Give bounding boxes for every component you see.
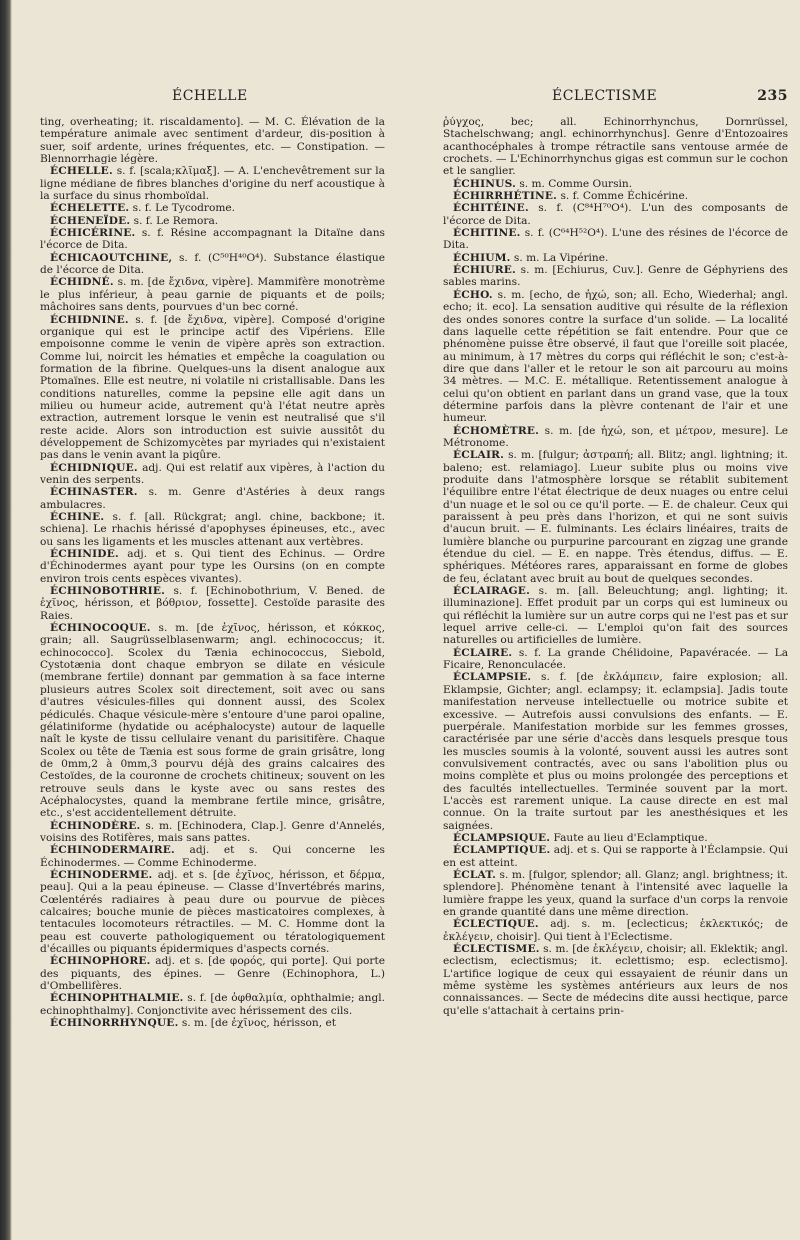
entry-definition: s. f. [de ἔχιδνα, vipère]. Composé d'origine organique qui est le principe actif des Vipériens. Elle empoisonne comme le venin de vipère après son extraction. Comme lui, noircit les hématies et empêche la coagulation ou formation de la fibrine. Quelques-uns la disent analogue aux Ptomaïnes. Elle est neutre, ni volatile ni cristallisable. Dans les conditions naturelles, comme la pepsine elle agit dans un milieu ou humeur acide, autrement qu'à l'état neutre après extraction, autrement lorsque le venin est neutralisé que s'il reste acide. Alors son introduction est suivie aussitôt du développement de Schizomycètes par myriades qui n'existaient pas dans le venin avant la piqûre.: [40, 313, 386, 462]
entry-definition: s. f. Le Tycodrome.: [132, 202, 236, 215]
entry-definition: adj. et s. Qui tient des Echinus. — Ordre d'Échinodermes ayant pour type les Oursins (on en compte environ trois cents espèces vivantes).: [40, 548, 385, 585]
entry-definition: adj. s. m. [eclecticus; ἐκλεκτικός; de ἐκλέγειν, choisir]. Qui tient à l'Eclectisme.: [443, 918, 788, 943]
entry-headword: ÉCHINIDE.: [50, 548, 119, 561]
entry-headword: ÉCLAMPTIQUE.: [453, 844, 551, 857]
dictionary-entry: [443, 832, 788, 844]
dictionary-entry: [40, 486, 385, 511]
entry-definition: s. m. [de ἠχώ, son, et μέτρον, mesure]. Le Métronome.: [443, 424, 788, 449]
entry-headword: ÉCHO.: [453, 288, 493, 301]
entry-headword: ÉCHINOBOTHRIE.: [50, 585, 165, 598]
entry-headword: ÉCLAMPSIE.: [453, 671, 532, 684]
entry-headword: ÉCHINASTER.: [50, 486, 138, 499]
entry-headword: ÉCHINODERMAIRE.: [50, 844, 175, 857]
entry-definition: s. m. [Echiurus, Cuv.]. Genre de Géphyriens des sables marins.: [443, 264, 788, 289]
dictionary-entry: [443, 202, 788, 227]
entry-headword: ÉCHICÉRINE.: [50, 227, 136, 240]
dictionary-entry: [443, 289, 788, 425]
dictionary-entry: [40, 227, 385, 252]
dictionary-entry: [40, 869, 385, 955]
entry-headword: ÉCLAIR.: [453, 449, 505, 462]
dictionary-entry: [443, 190, 788, 202]
entry-definition: s. f. Le Remora.: [133, 214, 219, 227]
dictionary-entry: [40, 1017, 385, 1029]
dictionary-entry: [443, 425, 788, 450]
dictionary-entry: [40, 844, 385, 869]
dictionary-entry: [443, 227, 788, 252]
entry-headword: ÉCHINE.: [50, 511, 105, 523]
entry-definition: s. f. Résine accompagnant la Ditaïne dans l'écorce de Dita.: [40, 227, 385, 252]
entry-definition: s. m. Genre d'Astéries à deux rangs ambulacres.: [40, 486, 385, 511]
entry-headword: ÉCHINOPHTHALMIE.: [50, 992, 184, 1005]
entry-headword: ÉCHITÉINE.: [453, 202, 529, 215]
entry-headword: ÉCHIDNIQUE.: [50, 461, 138, 474]
dictionary-entry: [40, 202, 385, 214]
entry-headword: ÉCHINUS.: [453, 177, 516, 190]
header-right-word: ÉCLECTISME: [552, 88, 658, 104]
left-column: [40, 116, 385, 1029]
book-binding-shadow: [0, 0, 12, 1240]
entry-definition: s. f. La grande Chélidoine, Papavéracée. — La Ficaire, Renonculacée.: [443, 646, 789, 672]
dictionary-entry: [443, 585, 788, 647]
header-left-word: ÉCHELLE: [172, 88, 248, 104]
entry-definition: s. f. Comme Échicérine.: [560, 190, 689, 203]
entry-headword: ÉCHICAOUTCHINE,: [50, 251, 173, 264]
entry-headword: ÉCLAIRE.: [453, 646, 513, 659]
dictionary-entry: [443, 943, 788, 1017]
entry-headword: ÉCHITINE.: [453, 227, 521, 240]
dictionary-entry: [40, 276, 385, 313]
dictionary-entry: [40, 548, 385, 585]
entry-headword: ÉCHELETTE.: [50, 202, 130, 215]
dictionary-entry: [40, 622, 385, 820]
entry-headword: ÉCHENEÏDE.: [50, 214, 131, 227]
dictionary-entry: [443, 264, 788, 289]
entry-definition: s. m. [Echinodera, Clap.]. Genre d'Annelés, voisins des Rotifères, mais sans pattes.: [40, 819, 385, 844]
entry-definition: adj. et s. Qui concerne les Échinodermes. — Comme Echinoderme.: [40, 844, 385, 869]
entry-definition: s. m. [all. Beleuchtung; angl. lighting; it. illuminazione]. Effet produit par un corps qui est lumineux ou qui réfléchit la lumière sur un autre corps qui ne l'est pas et sur lequel arrive celle-ci. — L'emploi qu'on fait des sources naturelles ou artificielles de lumière.: [443, 585, 788, 647]
entry-headword: ÉCHIURE.: [453, 264, 516, 277]
right-column: [443, 116, 788, 1017]
dictionary-entry: [443, 844, 788, 869]
entry-definition: ῥύγχος, bec; all. Echinorrhynchus, Dornrüssel, Stachelschwang; angl. echinorrhynchus]. Genre d'Entozoaires acanthocéphales à trompe rétractile sans ventouse armée de crochets. — L'Echinorrhynchus gigas est commun sur le cochon et le sanglier.: [443, 116, 788, 178]
entry-headword: ÉCHINORRHYNQUE.: [50, 1017, 179, 1030]
entry-definition: s. f. (C⁶⁴H⁵²O⁴). L'une des résines de l'écorce de Dita.: [443, 227, 788, 252]
dictionary-entry: [40, 165, 385, 202]
dictionary-entry: [443, 116, 788, 178]
entry-definition: s. m. [fulgur; ἀστραπή; all. Blitz; angl. lightning; it. baleno; est. relamiago]. Lueur subite plus ou moins vive produite dans l'atmosphère lorsque se rétablit subitement l'équilibre entre l'état électrique de deux nuages ou entre celui d'un nuage et le sol ou ce qu'il porte. — E. de chaleur. Ceux qui paraissent à peu près dans l'horizon, et qui ne sont suivis d'aucun bruit. — E. fulminants. Les éclairs linéaires, traits de lumière blanche ou purpurine parcourant en zigzag une grande étendue du ciel. — E. en nappe. Très étendus, diffus. — E. sphériques. Météores rares, apparaissant en forme de globes de feu, éclatant avec bruit au bout de quelques secondes.: [443, 449, 788, 585]
entry-headword: ÉCHIDNÉ.: [50, 276, 114, 289]
entry-headword: ÉCLAT.: [453, 868, 496, 881]
entry-definition: s. m. [de ἐχῖνος, hérisson, et: [181, 1017, 336, 1030]
entry-definition: s. m. Comme Oursin.: [519, 177, 633, 190]
entry-headword: ÉCHOMÈTRE.: [453, 424, 539, 437]
entry-definition: s. m. La Vipérine.: [513, 251, 609, 264]
entry-definition: s. f. [all. Rückgrat; angl. chine, backbone; it. schiena]. Le rhachis hérissé d'apophyses épineuses, etc., avec ou sans les ligaments et les muscles attenant aux vertèbres.: [40, 511, 385, 548]
entry-definition: adj. et s. [de ἐχῖνος, hérisson, et δέρμα, peau]. Qui a la peau épineuse. — Classe d'Invertébrés marins, Cœlentérés radiaires à peau dure ou pourvue de pièces calcaires; bouche munie de pièces masticatoires complexes, à tentacules locomoteurs rétractiles. — M. C. Homme dont la peau est couverte pathologiquement ou tératologiquement d'écailles ou piquants épidermiques d'aspects cornés.: [40, 868, 385, 956]
entry-headword: ÉCHELLE.: [50, 165, 113, 178]
dictionary-entry: [40, 215, 385, 227]
entry-definition: s. f. (C⁸⁴H⁷⁰O⁴). L'un des composants de l'écorce de Dita.: [443, 202, 788, 227]
entry-definition: ting, overheating; it. riscaldamento]. — M. C. Élévation de la température animale avec sentiment d'ardeur, dis-position à suer, soif ardente, urines fréquentes, etc. — Constipation. — Blennorrhagie légère.: [40, 116, 385, 166]
entry-definition: s. m. [de ἔχιδνα, vipère]. Mammifère monotrème le plus inférieur, à peau garnie de piquants et de poils; mâchoires sans dents, pourvues d'un bec corné.: [40, 276, 385, 314]
entry-definition: adj. et s. Qui se rapporte à l'Éclampsie. Qui en est atteint.: [443, 844, 788, 869]
running-header: [40, 88, 788, 110]
entry-definition: s. f. [de ἐκλάμπειν, faire explosion; all. Eklampsie, Gichter; angl. eclampsy; it. eclampsia]. Jadis toute manifestation nerveuse intellectuelle ou motrice subite et excessive. — Autrefois aussi convulsions des enfants. — E. puerpérale. Manifestation morbide sur les femmes grosses, caractérisée par une série d'accès dans lesquels presque tous les muscles soumis à la volonté, souvent aussi les autres sont convulsivement contractés, avec ou sans l'abolition plus ou moins complète et plus ou moins prolongée des perceptions et des facultés intellectuelles. Terminée souvent par la mort. L'accès est rarement unique. La cause directe en est mal connue. On la traite surtout par les anesthésiques et les saignées.: [443, 671, 788, 832]
entry-definition: Faute au lieu d'Eclamptique.: [553, 831, 708, 844]
dictionary-entry: [443, 449, 788, 585]
entry-headword: ÉCHINODÈRE.: [50, 819, 141, 832]
entry-definition: adj. et s. [de φορός, qui porte]. Qui porte des piquants, des épines. — Genre (Echinophora, L.) d'Ombellifères.: [40, 955, 385, 993]
entry-headword: ÉCLECTIQUE.: [453, 918, 539, 931]
dictionary-entry: [40, 511, 385, 548]
entry-headword: ÉCHIRRHÉTINE.: [453, 190, 558, 203]
entry-definition: s. m. [de ἐκλέγειν, choisir; all. Eklektik; angl. eclectism, eclectismus; it. eclettismo; esp. eclectismo]. L'artifice logique de ceux qui essayaient de réunir dans un même système les systèmes antérieurs aux leurs de nos connaissances. — Secte de médecins dite aussi hectique, parce qu'elle s'attachait à certains prin-: [443, 943, 788, 1017]
entry-headword: ÉCLAIRAGE.: [453, 585, 530, 598]
dictionary-entry: [443, 918, 788, 943]
dictionary-entry: [40, 314, 385, 462]
dictionary-entry: [40, 462, 385, 487]
entry-definition: s. m. [echo, de ἠχώ, son; all. Echo, Wiederhal; angl. echo; it. eco]. La sensation auditive qui résulte de la réflexion des ondes sonores contre la surface d'un solide. — La localité dans laquelle cette répétition se fait entendre. Pour que ce phénomène puisse être observé, il faut que l'oreille soit placée, au minimum, à 17 mètres du corps qui réfléchit le son; c'est-à-dire que dans l'aller et le retour le son ait parcouru au moins 34 mètres. — M.C. E. métallique. Retentissement analogue à celui qu'on obtient en parlant dans un grand vase, que la toux détermine parfois dans la plèvre contenant de l'air et une humeur.: [443, 288, 788, 425]
entry-headword: ÉCHINODERME.: [50, 868, 153, 881]
dictionary-entry: [443, 178, 788, 190]
dictionary-entry: [40, 992, 385, 1017]
entry-headword: ÉCHIDNINE.: [50, 313, 129, 326]
entry-headword: ÉCLECTISME.: [453, 943, 540, 956]
entry-definition: adj. Qui est relatif aux vipères, à l'action du venin des serpents.: [40, 461, 385, 486]
entry-headword: ÉCHIUM.: [453, 251, 511, 264]
dictionary-entry: [40, 820, 385, 845]
dictionary-entry: [443, 252, 788, 264]
dictionary-entry: [40, 955, 385, 992]
entry-definition: s. m. [fulgor, splendor; all. Glanz; angl. brightness; it. splendore]. Phénomène tenant à l'intensité avec laquelle la lumière frappe les yeux, quand la surface d'un corps la renvoie en grande quantité dans une même direction.: [443, 868, 788, 918]
entry-headword: ÉCHINOPHORE.: [50, 955, 151, 968]
entry-definition: s. f. (C⁵⁰H⁴⁰O⁴). Substance élastique de l'écorce de Dita.: [40, 251, 385, 277]
entry-definition: s. f. [de ὀφθαλμία, ophthalmie; angl. echinophthalmy]. Conjonctivite avec hérissement des cils.: [40, 992, 385, 1017]
page-number: 235: [757, 88, 788, 104]
entry-definition: s. m. [de ἐχῖνος, hérisson, et κόκκος, grain; all. Saugrüsselblasenwarm; angl. echinococcus; it. echinococco]. Scolex du Tænia echinococcus, Siebold, Cystotænia dont chaque embryon se dilate en vésicule (membrane fertile) donnant par gemmation à sa face interne plusieurs autres Scolex soit directement, soit avec ou sans d'autres vésicules-filles qui donnent aussi, des Scolex pédiculés. Chaque vésicule-mère s'entoure d'une paroi opaline, gélatiniforme (hydatide ou acéphalocyste) autour de laquelle naît le kyste de tissu cellulaire venant du parisitifère. Chaque Scolex ou tête de Tænia est sous forme de grain grisâtre, long de 0mm,2 à 0mm,3 pourvu déjà des grains calcaires des Cestoïdes, de la couronne de crochets chitineux; souvent on les retrouve seuls dans le kyste avec ou sans restes des Acéphalocystes, quand la membrane fertile mince, grisâtre, etc., s'est accidentellement détruite.: [40, 622, 385, 820]
dictionary-entry: [40, 116, 385, 165]
dictionary-entry: [40, 585, 385, 622]
dictionary-entry: [443, 647, 788, 672]
dictionary-entry: [40, 252, 385, 277]
entry-definition: s. f. [scala;κλῖμαξ]. — A. L'enchevêtrement sur la ligne médiane de fibres blanches d'origine du nerf acoustique à la surface du sinus rhomboïdal.: [40, 165, 386, 203]
entry-headword: ÉCLAMPSIQUE.: [453, 831, 551, 844]
entry-headword: ÉCHINOCOQUE.: [50, 622, 151, 635]
entry-definition: s. f. [Echinobothrium, V. Bened. de ἐχῖνος, hérisson, et βόθριον, fossette]. Cestoïde parasite des Raies.: [40, 585, 386, 622]
dictionary-entry: [443, 671, 788, 831]
dictionary-entry: [443, 869, 788, 918]
